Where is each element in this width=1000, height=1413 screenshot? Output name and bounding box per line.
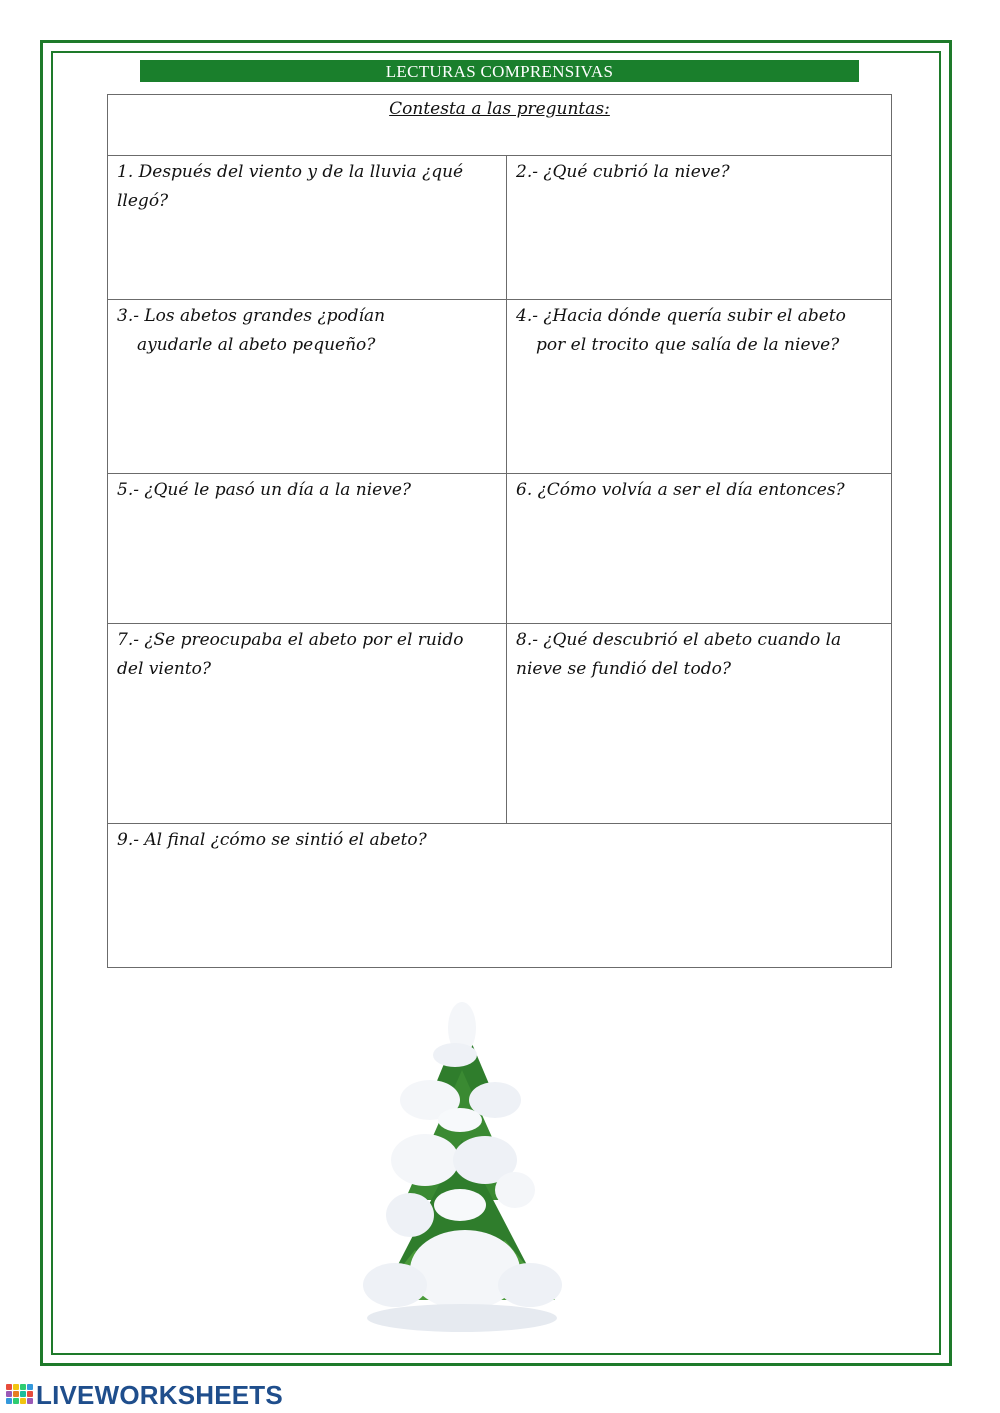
question-7-line2: del viento?	[117, 659, 212, 679]
question-3-line2: ayudarle al abeto pequeño?	[137, 335, 376, 355]
question-9-line1: 9.- Al final ¿cómo se sintió el abeto?	[117, 830, 427, 850]
banner-title: LECTURAS COMPRENSIVAS	[140, 60, 859, 82]
answer-box-8[interactable]	[507, 624, 892, 824]
answer-box-7[interactable]	[108, 624, 507, 824]
answer-box-6[interactable]	[507, 474, 892, 624]
answer-box-9[interactable]	[108, 824, 892, 968]
snowy-fir-tree-icon	[355, 1000, 570, 1335]
question-4-line1: 4.- ¿Hacia dónde quería subir el abeto	[516, 306, 846, 326]
answer-box-2[interactable]	[507, 156, 892, 300]
question-2-line1: 2.- ¿Qué cubrió la nieve?	[516, 162, 730, 182]
question-7-line1: 7.- ¿Se preocupaba el abeto por el ruido	[117, 630, 464, 650]
instruction-cell	[108, 95, 892, 156]
question-6-line1: 6. ¿Cómo volvía a ser el día entonces?	[516, 480, 845, 500]
answer-box-5[interactable]	[108, 474, 507, 624]
footer-brand-text: LIVEWORKSHEETS	[36, 1379, 283, 1410]
question-1-line2: llegó?	[117, 191, 169, 211]
question-1-line1: 1. Después del viento y de la lluvia ¿qué	[117, 162, 464, 182]
question-4-line2: por el trocito que salía de la nieve?	[536, 335, 840, 355]
instruction-text: Contesta a las preguntas:	[389, 99, 610, 119]
questions-table	[107, 94, 892, 968]
question-3-line1: 3.- Los abetos grandes ¿podían	[117, 306, 386, 326]
footer-brand[interactable]	[6, 1381, 283, 1409]
question-5-line1: 5.- ¿Qué le pasó un día a la nieve?	[117, 480, 412, 500]
question-8-line1: 8.- ¿Qué descubrió el abeto cuando la	[516, 630, 842, 650]
question-8-line2: nieve se fundió del todo?	[516, 659, 731, 679]
answer-box-3[interactable]	[108, 300, 507, 474]
answer-box-4[interactable]	[507, 300, 892, 474]
liveworksheets-logo-icon	[6, 1384, 32, 1406]
answer-box-1[interactable]	[108, 156, 507, 300]
